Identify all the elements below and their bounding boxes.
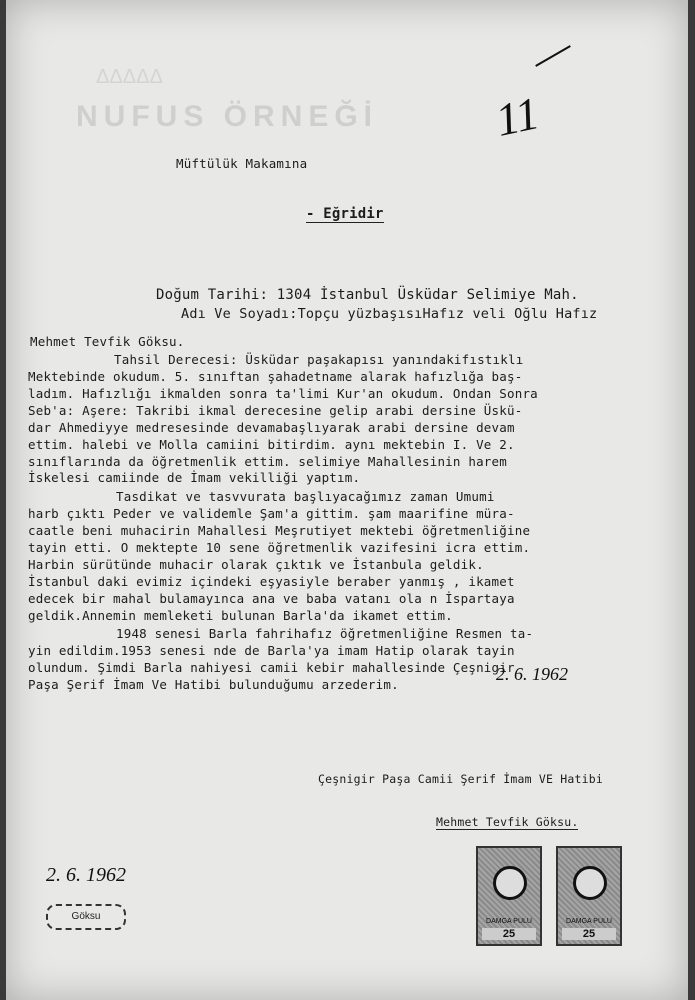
- signer-name: Mehmet Tevfik Göksu.: [436, 815, 579, 829]
- name-seal: Göksu: [46, 904, 126, 930]
- stamp-emblem-icon: [493, 866, 527, 900]
- doc-line: dar Ahmediyye medresesinde devamabaşlıyarak arabi dersine devam: [28, 420, 515, 435]
- doc-line: İskelesi camiinde de İmam vekilliği yaptım.: [28, 470, 361, 485]
- doc-line: olundum. Şimdi Barla nahiyesi camii kebir mahallesinde Çeşnigir: [28, 660, 515, 675]
- doc-line: ladım. Hafızlığı ikmalden sonra ta'limi Kur'an okudum. Ondan Sonra: [28, 386, 538, 401]
- handwritten-mark: 11: [491, 87, 544, 146]
- doc-line: Mektebinde okudum. 5. sınıftan şahadetname alarak hafızlığa baş-: [28, 369, 523, 384]
- handwritten-stroke: [535, 45, 571, 67]
- stamp-emblem-icon: [573, 866, 607, 900]
- doc-line: Harbin sürütünde muhacir olarak çıktık ve İstanbula geldik.: [28, 557, 484, 572]
- stamp-value: 25: [482, 928, 536, 940]
- doc-line: harb çıktı Peder ve validemle Şam'a gittim. şam maarifine müra-: [28, 506, 515, 521]
- signer-title: Çeşnigir Paşa Camii Şerif İmam VE Hatibi: [318, 772, 603, 786]
- doc-line: Paşa Şerif İmam Ve Hatibi bulunduğumu arzederim.: [28, 677, 399, 692]
- doc-line: edecek bir mahal bulamayınca ana ve baba vatanı ola n İspartaya: [28, 591, 515, 606]
- watermark-top-text: ΔΔΔΔΔ: [96, 66, 163, 88]
- doc-line: Adı Ve Soyadı:Topçu yüzbaşısıHafız veli Oğlu Hafız: [181, 306, 598, 322]
- addressee: Müftülük Makamına: [176, 156, 308, 171]
- revenue-stamp: [556, 846, 622, 946]
- stamp-label: DAMGA PULU: [566, 918, 612, 925]
- watermark: NUFUS ÖRNEĞİ: [76, 100, 379, 133]
- doc-line: Seb'a: Aşere: Takribi ikmal derecesine gelip arabi dersine Üskü-: [28, 403, 523, 418]
- doc-line: yin edildim.1953 senesi nde de Barla'ya imam Hatip olarak tayin: [28, 643, 515, 658]
- doc-line: caatle beni muhacirin Mahallesi Meşrutiyet mektebi öğretmenliğine: [28, 523, 531, 538]
- handwritten-date: 2. 6. 1962: [496, 664, 568, 684]
- doc-line: sınıflarında da öğretmenlik ettim. selimiye Mahallesinin harem: [28, 454, 507, 469]
- doc-line: ettim. halebi ve Molla camiini bitirdim. aynı mektebin I. Ve 2.: [28, 437, 515, 452]
- doc-line: Tasdikat ve tasvvurata başlıyacağımız zaman Umumi: [116, 489, 495, 504]
- doc-line: İstanbul daki evimiz içindeki eşyasiyle beraber yanmış , ikamet: [28, 574, 515, 589]
- doc-line: geldik.Annemin memleketi bulunan Barla'da ikamet ettim.: [28, 608, 453, 623]
- stamp-value: 25: [562, 928, 616, 940]
- stamp-label: DAMGA PULU: [486, 918, 532, 925]
- doc-line: Doğum Tarihi: 1304 İstanbul Üsküdar Selimiye Mah.: [156, 287, 579, 303]
- revenue-stamp: [476, 846, 542, 946]
- doc-line: 1948 senesi Barla fahrihafız öğretmenliğine Resmen ta-: [116, 626, 534, 641]
- doc-line: Mehmet Tevfik Göksu.: [30, 334, 185, 349]
- handwritten-date-left: 2. 6. 1962: [46, 864, 126, 886]
- document-page: [6, 0, 688, 1000]
- doc-line: Tahsil Derecesi: Üsküdar paşakapısı yanındakifıstıklı: [114, 352, 524, 367]
- document-title: - Eğridir: [306, 206, 384, 222]
- doc-line: tayin etti. O mektepte 10 sene öğretmenlik vazifesini icra ettim.: [28, 540, 531, 555]
